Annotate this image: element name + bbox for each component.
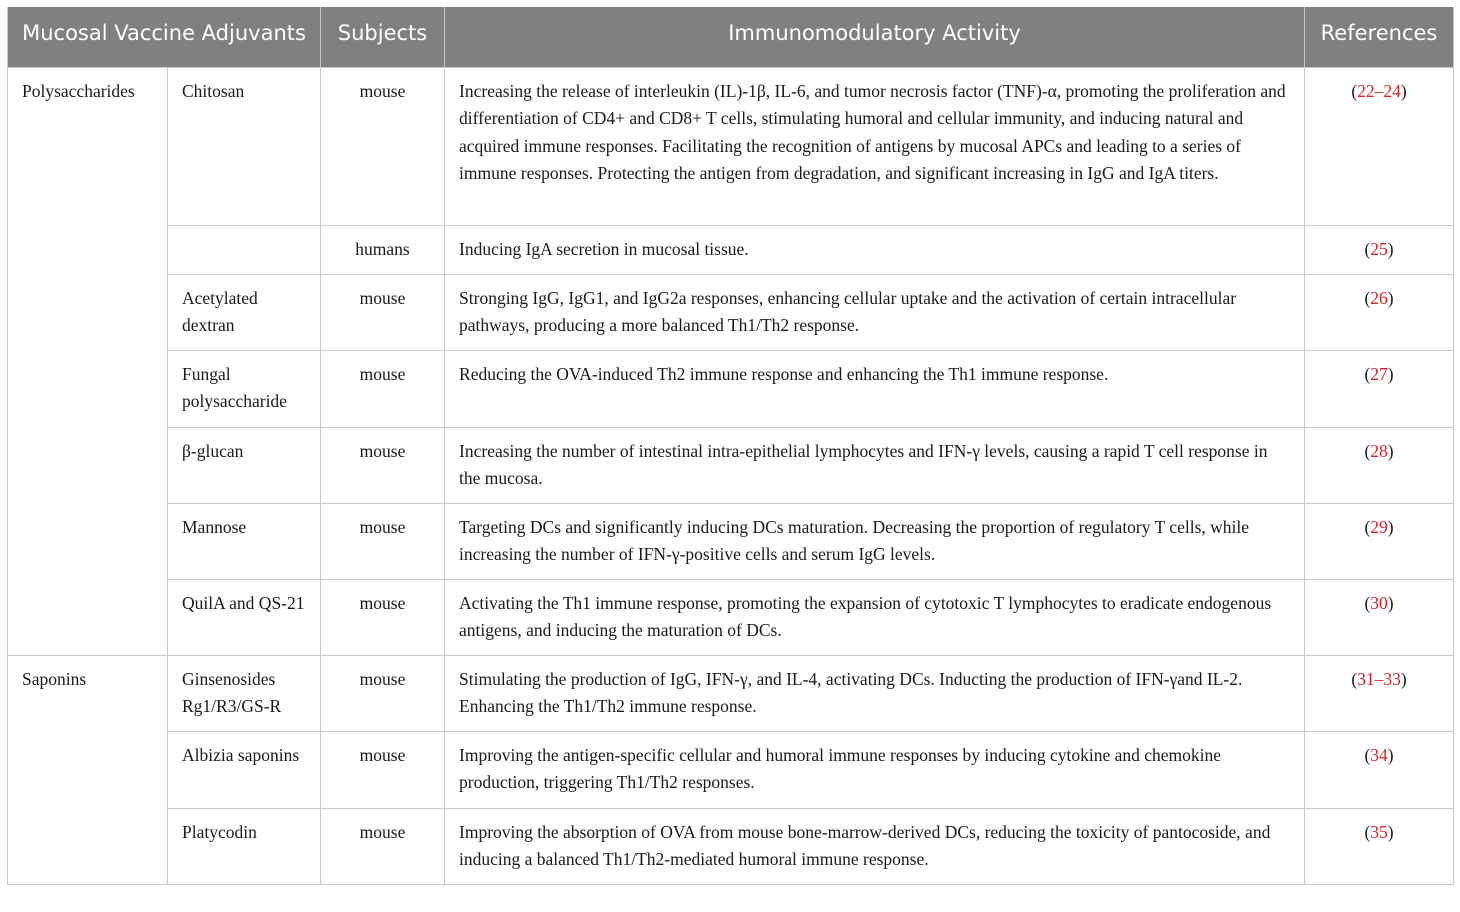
activity: Improving the absorption of OVA from mouse bone-marrow-derived DCs, reducing the toxicity of pantocoside, and inducing a balanced Th1/Th2-mediated humoral immune response.	[445, 808, 1305, 884]
ref-close: )	[1387, 363, 1394, 384]
ref-close: )	[1400, 668, 1407, 689]
ref-link[interactable]: 22–24	[1357, 80, 1401, 101]
ref-open: (	[1364, 744, 1371, 765]
table-row	[8, 731, 1454, 808]
subject: mouse	[321, 274, 445, 350]
reference	[1305, 274, 1454, 350]
subject: mouse	[321, 808, 445, 884]
ref-open: (	[1364, 821, 1371, 842]
subject: mouse	[321, 655, 445, 731]
category-spacer	[8, 274, 168, 350]
adjuvant-name: QuilA and QS-21	[168, 579, 321, 655]
ref-link[interactable]: 28	[1370, 440, 1388, 461]
ref-link[interactable]: 35	[1370, 821, 1388, 842]
subject: mouse	[321, 67, 445, 225]
table-row	[8, 655, 1454, 731]
table-row	[8, 808, 1454, 884]
ref-close: )	[1387, 821, 1394, 842]
subject: mouse	[321, 503, 445, 579]
reference	[1305, 655, 1454, 731]
table-row	[8, 225, 1454, 274]
ref-link[interactable]: 26	[1370, 287, 1388, 308]
adjuvant-name: Fungal polysaccharide	[168, 350, 321, 427]
category-spacer	[8, 579, 168, 655]
header-row	[8, 7, 1454, 67]
ref-open: (	[1364, 238, 1371, 259]
table-row	[8, 274, 1454, 350]
ref-link[interactable]: 34	[1370, 744, 1388, 765]
adjuvant-name: Mannose	[168, 503, 321, 579]
category-saponins: Saponins	[8, 655, 168, 731]
subject: mouse	[321, 731, 445, 808]
ref-link[interactable]: 29	[1370, 516, 1388, 537]
category-spacer	[8, 225, 168, 274]
reference	[1305, 225, 1454, 274]
adjuvant-name: Platycodin	[168, 808, 321, 884]
reference	[1305, 67, 1454, 225]
table-row	[8, 350, 1454, 427]
category-spacer	[8, 808, 168, 884]
adjuvant-name: Chitosan	[168, 67, 321, 225]
ref-link[interactable]: 27	[1370, 363, 1388, 384]
activity: Targeting DCs and significantly inducing DCs maturation. Decreasing the proportion of regulatory T cells, while increasing the number of IFN-γ-positive cells and serum IgG levels.	[445, 503, 1305, 579]
ref-close: )	[1387, 287, 1394, 308]
category-spacer	[8, 731, 168, 808]
subject: mouse	[321, 350, 445, 427]
ref-close: )	[1387, 744, 1394, 765]
category-spacer	[8, 503, 168, 579]
adjuvant-name	[168, 225, 321, 274]
adjuvant-table-container	[7, 7, 1453, 885]
ref-close: )	[1400, 80, 1407, 101]
activity: Activating the Th1 immune response, promoting the expansion of cytotoxic T lymphocytes to eradicate endogenous antigens, and inducing the maturation of DCs.	[445, 579, 1305, 655]
activity: Stimulating the production of IgG, IFN-γ, and IL-4, activating DCs. Inducting the production of IFN-γand IL-2. Enhancing the Th1/Th2 immune response.	[445, 655, 1305, 731]
reference	[1305, 579, 1454, 655]
ref-open: (	[1364, 440, 1371, 461]
activity: Increasing the release of interleukin (IL)-1β, IL-6, and tumor necrosis factor (TNF)-α, promoting the proliferation and differentiation of CD4+ and CD8+ T cells, stimulating humoral and cellular immunity, and inducing natural and acquired immune responses. Facilitating the recognition of antigens by mucosal APCs and leading to a series of immune responses. Protecting the antigen from degradation, and significant increasing in IgG and IgA titers.	[445, 67, 1305, 225]
ref-close: )	[1387, 516, 1394, 537]
ref-open: (	[1351, 80, 1358, 101]
category-polysaccharides: Polysaccharides	[8, 67, 168, 225]
activity: Improving the antigen-specific cellular and humoral immune responses by inducing cytokine and chemokine production, triggering Th1/Th2 responses.	[445, 731, 1305, 808]
header-adjuvants: Mucosal Vaccine Adjuvants	[8, 7, 321, 67]
table-row	[8, 503, 1454, 579]
reference	[1305, 427, 1454, 503]
subject: humans	[321, 225, 445, 274]
adjuvant-name: β-glucan	[168, 427, 321, 503]
reference	[1305, 350, 1454, 427]
ref-link[interactable]: 25	[1370, 238, 1388, 259]
ref-open: (	[1364, 287, 1371, 308]
header-references: References	[1305, 7, 1454, 67]
activity: Reducing the OVA-induced Th2 immune response and enhancing the Th1 immune response.	[445, 350, 1305, 427]
ref-close: )	[1387, 238, 1394, 259]
subject: mouse	[321, 427, 445, 503]
ref-close: )	[1387, 440, 1394, 461]
ref-open: (	[1364, 516, 1371, 537]
activity: Inducing IgA secretion in mucosal tissue.	[445, 225, 1305, 274]
ref-link[interactable]: 31–33	[1357, 668, 1401, 689]
adjuvant-name: Albizia saponins	[168, 731, 321, 808]
subject: mouse	[321, 579, 445, 655]
reference	[1305, 503, 1454, 579]
table-row	[8, 579, 1454, 655]
table-row	[8, 427, 1454, 503]
ref-open: (	[1351, 668, 1358, 689]
table-row	[8, 67, 1454, 225]
activity: Stronging IgG, IgG1, and IgG2a responses, enhancing cellular uptake and the activation of certain intracellular pathways, producing a more balanced Th1/Th2 response.	[445, 274, 1305, 350]
reference	[1305, 808, 1454, 884]
reference	[1305, 731, 1454, 808]
category-spacer	[8, 350, 168, 427]
header-subjects: Subjects	[321, 7, 445, 67]
ref-link[interactable]: 30	[1370, 592, 1388, 613]
header-activity: Immunomodulatory Activity	[445, 7, 1305, 67]
adjuvant-name: Ginsenosides Rg1/R3/GS-R	[168, 655, 321, 731]
activity: Increasing the number of intestinal intra-epithelial lymphocytes and IFN-γ levels, causing a rapid T cell response in the mucosa.	[445, 427, 1305, 503]
category-spacer	[8, 427, 168, 503]
ref-close: )	[1387, 592, 1394, 613]
adjuvant-name: Acetylated dextran	[168, 274, 321, 350]
adjuvant-table	[7, 7, 1454, 885]
ref-open: (	[1364, 363, 1371, 384]
ref-open: (	[1364, 592, 1371, 613]
